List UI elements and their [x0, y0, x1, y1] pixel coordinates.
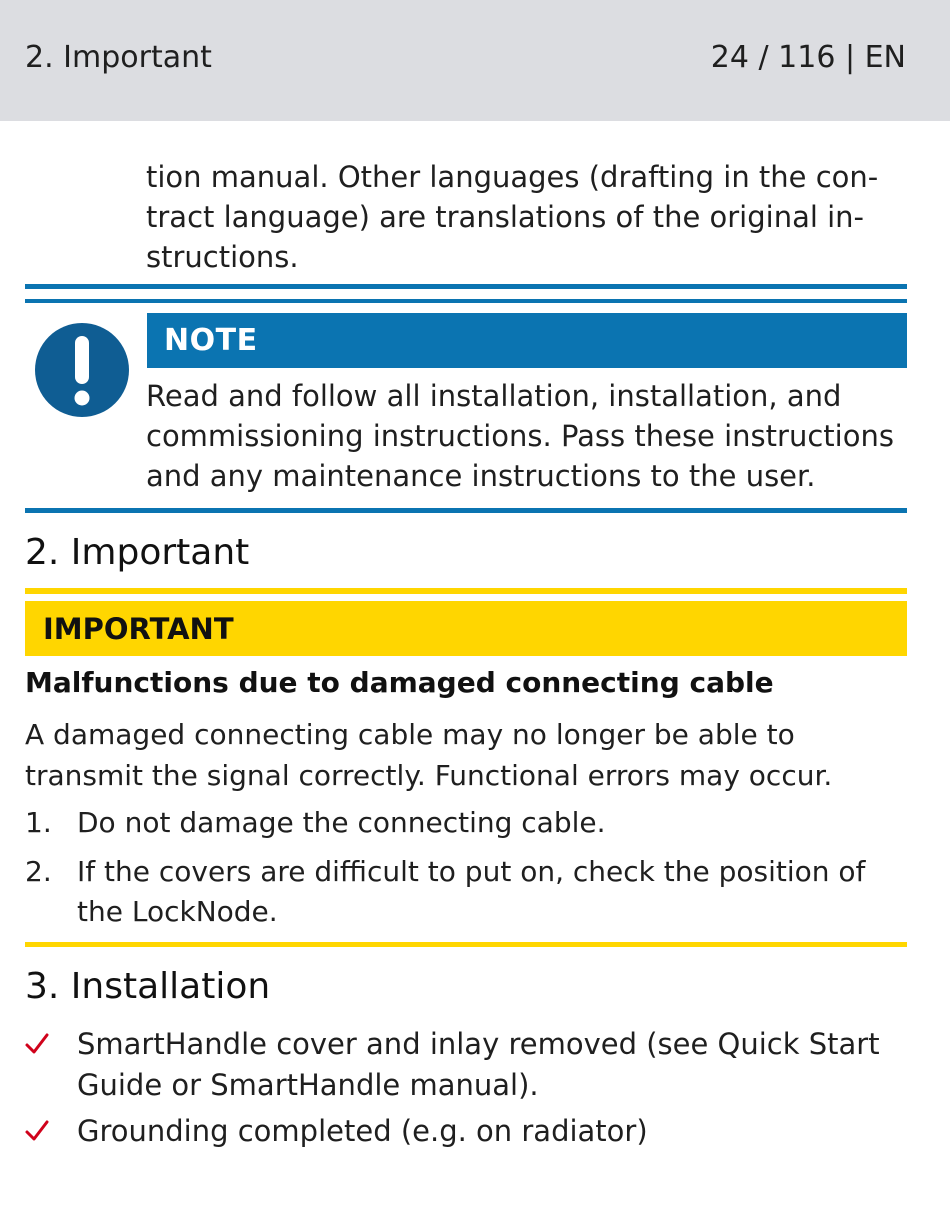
- intro-paragraph: [146, 157, 906, 277]
- header-page-info: 24 / 116 | EN: [710, 40, 906, 75]
- checklist-item: [77, 1024, 880, 1106]
- step-text: [77, 852, 865, 932]
- note-body: [146, 376, 906, 496]
- page-header: [0, 0, 950, 121]
- step-text: [77, 803, 606, 843]
- checkmark-icon: [24, 1119, 50, 1147]
- step-number: 1.: [25, 806, 52, 839]
- important-body-line: transmit the signal correctly. Functional errors may occur.: [25, 759, 833, 792]
- step-line: Do not damage the connecting cable.: [77, 806, 606, 839]
- note-line: and any maintenance instructions to the user.: [146, 459, 816, 493]
- section-heading-installation: 3. Installation: [25, 966, 271, 1007]
- checklist-item: [77, 1111, 648, 1152]
- note-top-rule: [25, 284, 907, 289]
- important-bottom-rule: [25, 942, 907, 947]
- intro-line: tion manual. Other languages (drafting in the con-: [146, 160, 879, 194]
- checkmark-icon: [24, 1032, 50, 1060]
- important-label-bar: [25, 601, 907, 656]
- step-number: 2.: [25, 855, 52, 888]
- checklist-line: Guide or SmartHandle manual).: [77, 1068, 539, 1102]
- note-line: Read and follow all installation, installation, and: [146, 379, 842, 413]
- note-bottom-rule: [25, 508, 907, 513]
- note-title-bar: [147, 313, 907, 368]
- important-subtitle: Malfunctions due to damaged connecting cable: [25, 666, 774, 699]
- note-top-rule-inner: [25, 299, 907, 303]
- note-title: NOTE: [164, 323, 258, 358]
- step-line: the LockNode.: [77, 895, 278, 928]
- section-heading-important: 2. Important: [25, 532, 250, 573]
- intro-line: structions.: [146, 240, 299, 274]
- checklist-line: SmartHandle cover and inlay removed (see Quick Start: [77, 1027, 880, 1061]
- important-label: IMPORTANT: [43, 612, 234, 646]
- important-body: [25, 714, 907, 796]
- note-line: commissioning instructions. Pass these instructions: [146, 419, 894, 453]
- step-line: If the covers are difficult to put on, check the position of: [77, 855, 866, 888]
- exclamation-icon: [35, 323, 129, 417]
- header-section-title: 2. Important: [25, 40, 212, 75]
- important-body-line: A damaged connecting cable may no longer be able to: [25, 718, 795, 751]
- intro-line: tract language) are translations of the original in-: [146, 200, 865, 234]
- checklist-line: Grounding completed (e.g. on radiator): [77, 1114, 648, 1148]
- important-top-rule: [25, 588, 907, 594]
